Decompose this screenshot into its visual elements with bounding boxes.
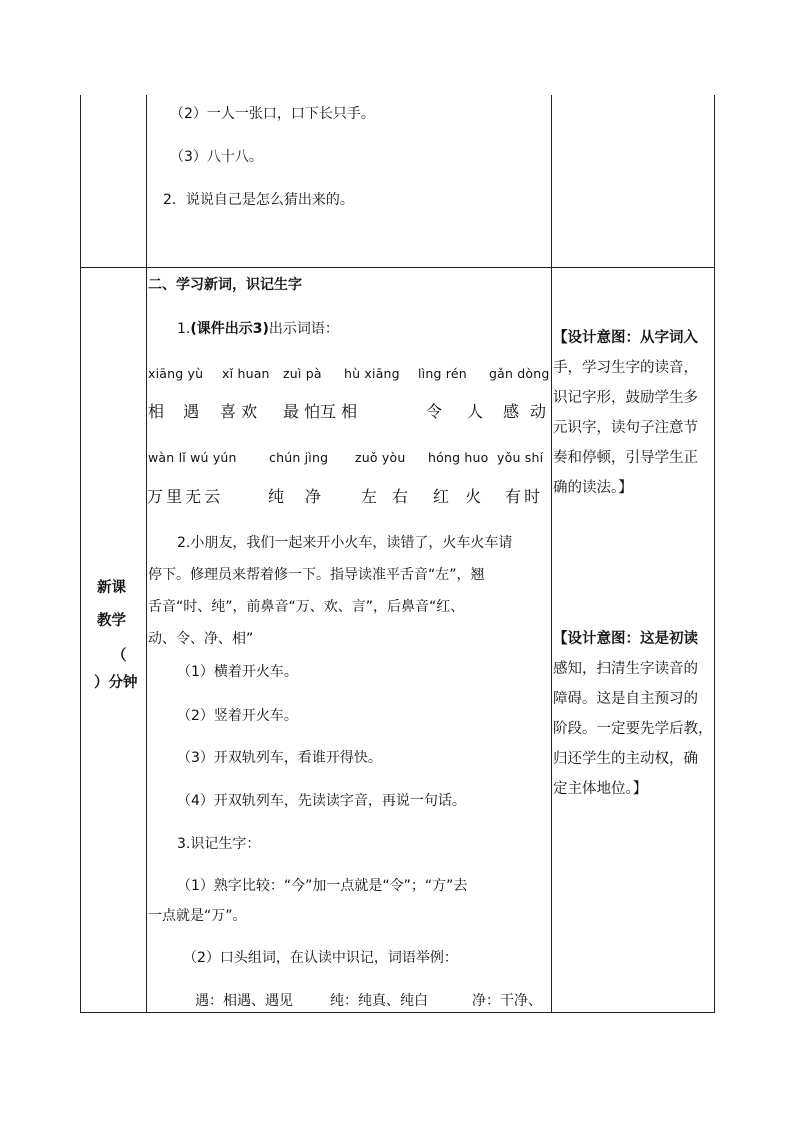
- word: 令: [426, 402, 443, 421]
- word-example: 净：干净、: [472, 993, 542, 1009]
- item-1: [177, 321, 339, 337]
- word: 火: [465, 487, 482, 506]
- pinyin: chún jìng: [269, 450, 329, 465]
- note-line: 定主体地位。】: [553, 781, 648, 797]
- section-label-1: 新课: [97, 580, 126, 596]
- note-line: [553, 631, 698, 647]
- sub-item-2: （2）竖着开火车。: [177, 708, 298, 724]
- word: 有 时: [505, 487, 541, 506]
- word: 互 相: [320, 402, 358, 421]
- word: 最 怕: [283, 402, 321, 421]
- note-line: 感知，扫清生字读音的: [553, 661, 698, 677]
- word: 相 遇: [148, 402, 200, 421]
- para-2-line-1: 2.小朋友，我们一起来开小火车，读错了，火车火车请: [177, 535, 513, 551]
- riddle-line-3: （3）八十八。: [170, 149, 263, 165]
- word: 万 里 无 云: [147, 487, 221, 506]
- note-line: 归还学生的主动权，确: [553, 751, 698, 767]
- pinyin: hù xiāng: [344, 366, 400, 381]
- table-divider-2: [551, 95, 552, 1013]
- note-line: 阶段。一定要先学后教，: [553, 721, 713, 737]
- pinyin: yǒu shí: [497, 450, 544, 465]
- table-border-right: [714, 95, 715, 1013]
- note-line: 确的读法。】: [553, 480, 633, 496]
- word: 喜 欢: [220, 402, 258, 421]
- word: 左: [361, 487, 378, 506]
- pinyin: lìng rén: [418, 366, 467, 381]
- row-divider: [80, 267, 715, 268]
- word: 人: [467, 402, 484, 421]
- item-1-number: 1.: [177, 321, 191, 337]
- item-1-text: 出示词语：: [268, 321, 339, 337]
- table-divider-1: [146, 95, 147, 1013]
- item-1-bold: (课件出示3): [190, 321, 269, 337]
- word: 纯: [268, 487, 285, 506]
- pinyin: zuì pà: [283, 366, 322, 381]
- word: 净: [305, 487, 322, 506]
- note-line: 识记字形，鼓励学生多: [553, 390, 698, 406]
- table-border-left: [80, 95, 81, 1013]
- section-label-3: （: [112, 648, 127, 664]
- pinyin: xǐ huan: [222, 366, 270, 381]
- guess-explain-line: 2．说说自己是怎么猜出来的。: [163, 192, 354, 208]
- table-border-bottom: [80, 1012, 715, 1013]
- sub-item-4: （4）开双轨列车，先读读字音，再说一句话。: [177, 793, 466, 809]
- word-group-line: （2）口头组词，在认读中识记，词语举例：: [183, 950, 458, 966]
- pinyin: xiāng yù: [148, 366, 204, 381]
- compare-line-1: （1）熟字比较：“今”加一点就是“令”；“方”去: [177, 878, 468, 894]
- para-2-line-4: 动、令、净、相”: [148, 631, 254, 647]
- note-line-text: 【设计意图：从字词入: [553, 330, 698, 346]
- note-line: 手，学习生字的读音，: [553, 360, 698, 376]
- section-label-4: ）分钟: [94, 675, 138, 691]
- compare-line-2: 一点就是“万”。: [148, 908, 247, 924]
- word: 右: [392, 487, 409, 506]
- word: 感: [503, 402, 520, 421]
- pinyin: zuǒ yòu: [355, 450, 406, 465]
- sub-item-1: （1）横着开火车。: [177, 664, 298, 680]
- para-2-line-2: 停下。修理员来帮着修一下。指导读准平舌音“左”，翘: [148, 567, 485, 583]
- note-line-text: 【设计意图：这是初读: [553, 631, 698, 647]
- para-2-line-3: 舌音“时、纯”，前鼻音“万、欢、言”，后鼻音“红、: [148, 599, 465, 615]
- riddle-line-2: （2）一人一张口，口下长只手。: [170, 106, 375, 122]
- sub-item-3: （3）开双轨列车，看谁开得快。: [177, 750, 382, 766]
- pinyin: wàn lǐ wú yún: [148, 450, 237, 465]
- pinyin: gǎn dòng: [489, 366, 550, 381]
- item-3: 3.识记生字：: [177, 836, 261, 852]
- word-example: 遇：相遇、遇见: [195, 993, 293, 1009]
- section-label-2: 教学: [97, 613, 126, 629]
- note-line: 奏和停顿，引导学生正: [553, 450, 698, 466]
- note-line: [553, 330, 698, 346]
- note-line: 障碍。这是自主预习的: [553, 691, 698, 707]
- section-heading: 二、学习新词，识记生字: [148, 277, 302, 293]
- word: 红: [433, 487, 450, 506]
- pinyin: hóng huo: [428, 450, 489, 465]
- word-example: 纯：纯真、纯白: [330, 993, 428, 1009]
- note-line: 元识字，读句子注意节: [553, 420, 698, 436]
- word: 动: [530, 402, 547, 421]
